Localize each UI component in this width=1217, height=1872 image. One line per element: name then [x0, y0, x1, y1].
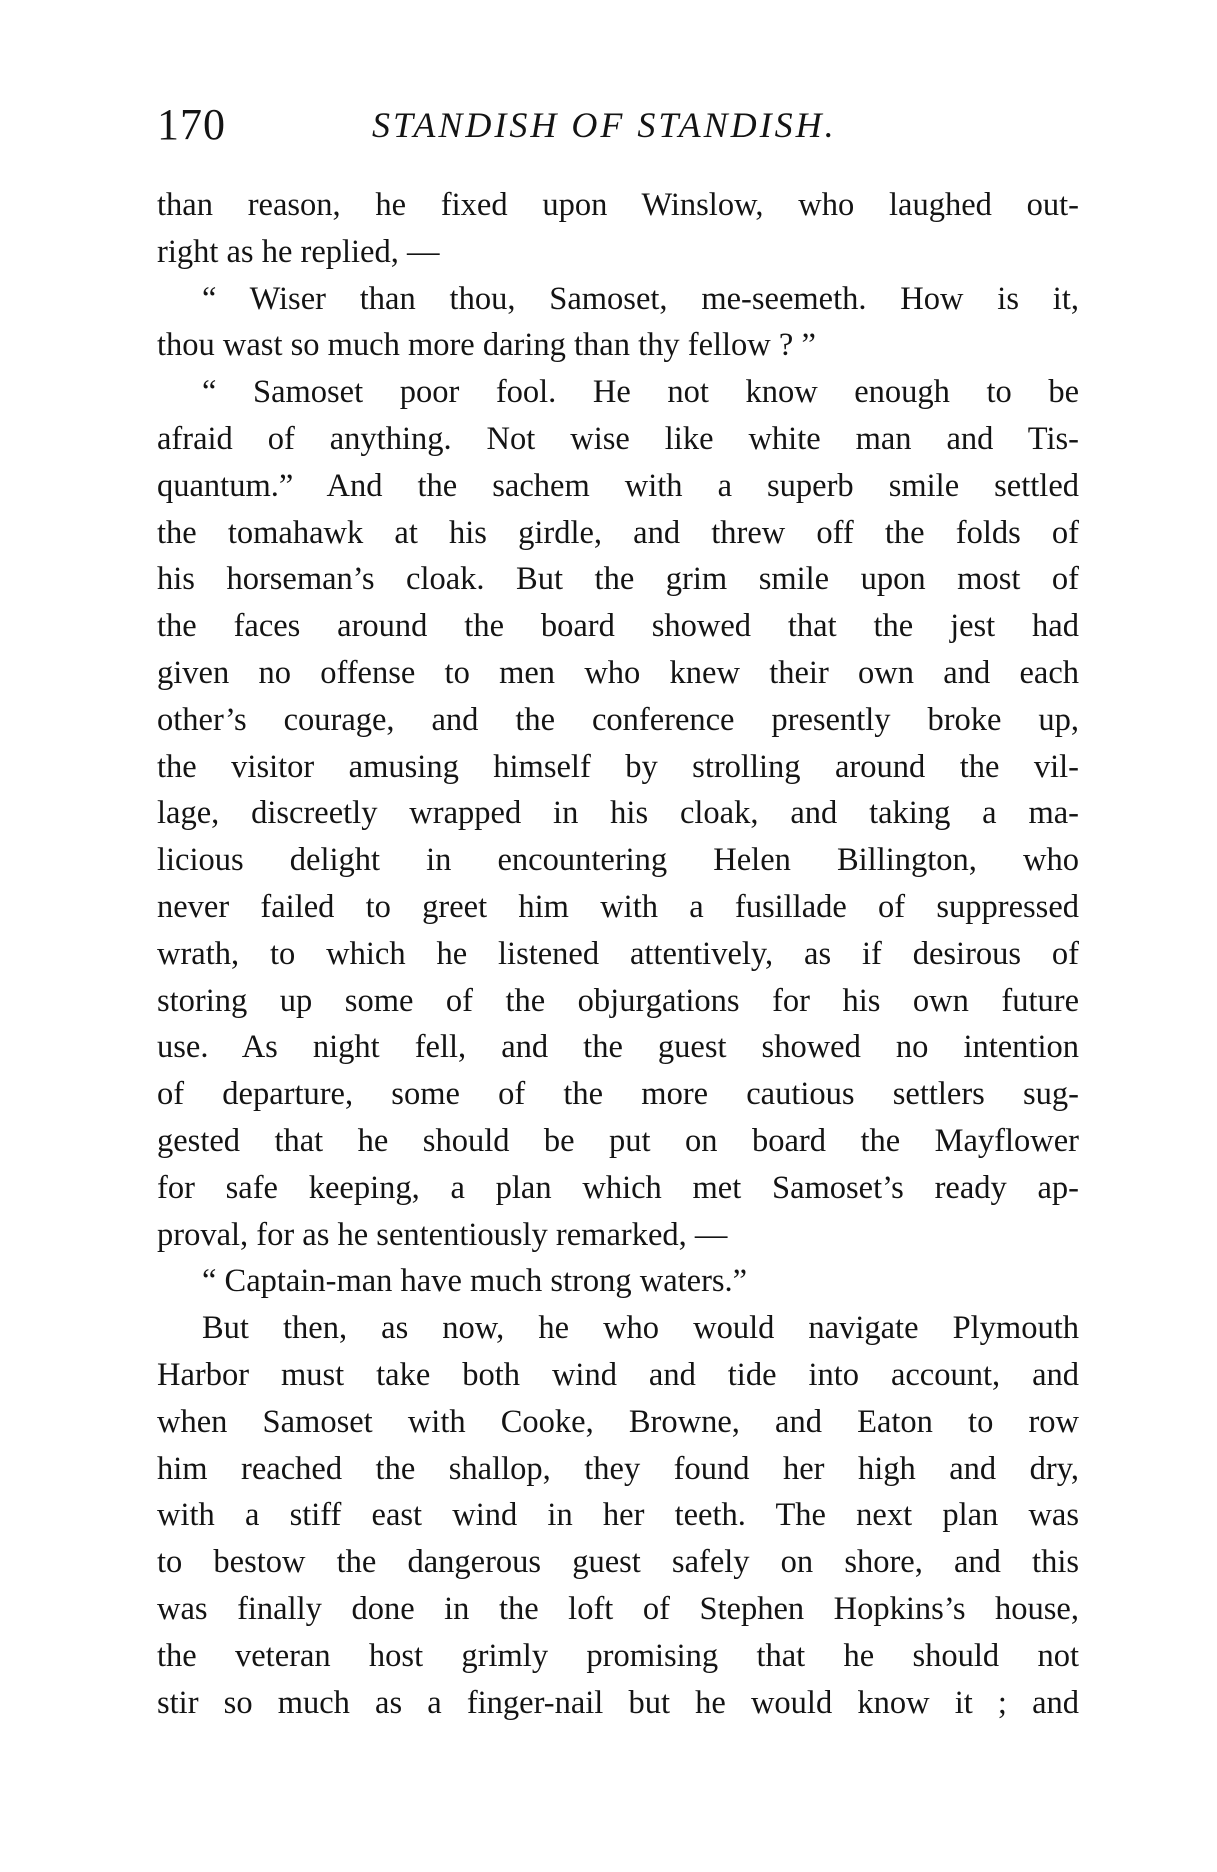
text-line: was finally done in the loft of Stephen Hopkins’s house, — [157, 1590, 1079, 1627]
text-line: given no offense to men who knew their own and each — [157, 654, 1079, 691]
text-line: to bestow the dangerous guest safely on shore, and this — [157, 1544, 1079, 1581]
page-number: 170 — [157, 100, 226, 149]
text-line: his horseman’s cloak. But the grim smile upon most of — [157, 561, 1079, 598]
text-line: licious delight in encountering Helen Billington, who — [157, 842, 1079, 879]
text-line: proval, for as he sententiously remarked, — — [157, 1216, 728, 1253]
text-line: when Samoset with Cooke, Browne, and Eaton to row — [157, 1403, 1079, 1440]
text-line: of departure, some of the more cautious settlers sug- — [157, 1076, 1079, 1113]
text-line: “ Samoset poor fool. He not know enough to be — [202, 374, 1079, 411]
text-line: wrath, to which he listened attentively, as if desirous of — [157, 935, 1079, 972]
text-line: him reached the shallop, they found her high and dry, — [157, 1450, 1079, 1487]
text-line: quantum.” And the sachem with a superb smile settled — [157, 467, 1079, 504]
running-head — [157, 100, 1077, 150]
text-line: lage, discreetly wrapped in his cloak, and taking a ma- — [157, 795, 1079, 832]
text-line: with a stiff east wind in her teeth. The next plan was — [157, 1497, 1079, 1534]
running-title: STANDISH OF STANDISH. — [372, 105, 837, 145]
text-line: gested that he should be put on board the Mayflower — [157, 1122, 1079, 1159]
text-line: stir so much as a finger-nail but he would know it ; and — [157, 1684, 1079, 1721]
text-line: thou wast so much more daring than thy fellow ? ” — [157, 327, 816, 364]
text-line: Harbor must take both wind and tide into account, and — [157, 1356, 1079, 1393]
text-line: the tomahawk at his girdle, and threw off the folds of — [157, 514, 1079, 551]
text-line: right as he replied, — — [157, 233, 440, 270]
text-line: other’s courage, and the conference presently broke up, — [157, 701, 1079, 738]
text-line: “ Wiser than thou, Samoset, me-seemeth. How is it, — [202, 280, 1079, 317]
text-line: use. As night fell, and the guest showed no intention — [157, 1029, 1079, 1066]
text-line: than reason, he fixed upon Winslow, who laughed out- — [157, 187, 1079, 223]
text-line: never failed to greet him with a fusillade of suppressed — [157, 888, 1079, 925]
body-text — [157, 182, 1079, 1726]
text-line: the visitor amusing himself by strolling around the vil- — [157, 748, 1079, 785]
text-line: the faces around the board showed that the jest had — [157, 608, 1079, 645]
text-line: storing up some of the objurgations for his own future — [157, 982, 1079, 1019]
text-line: “ Captain-man have much strong waters.” — [202, 1263, 748, 1300]
text-line: afraid of anything. Not wise like white man and Tis- — [157, 420, 1079, 457]
text-line: But then, as now, he who would navigate Plymouth — [202, 1310, 1079, 1347]
text-line: the veteran host grimly promising that he should not — [157, 1637, 1079, 1674]
text-line: for safe keeping, a plan which met Samoset’s ready ap- — [157, 1169, 1079, 1206]
